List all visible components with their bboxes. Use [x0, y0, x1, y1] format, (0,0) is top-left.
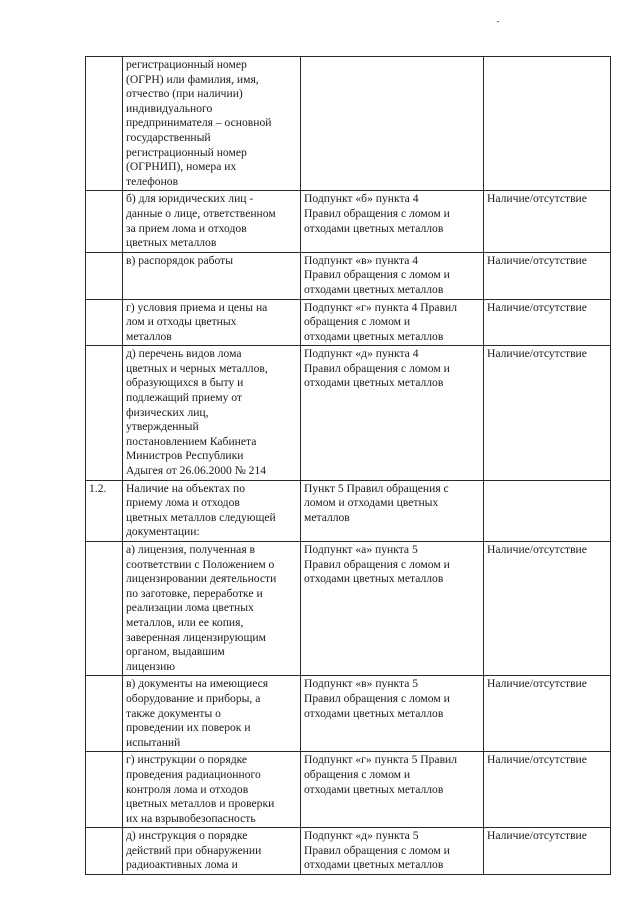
requirement-cell: в) распорядок работы [123, 252, 301, 299]
result-cell: Наличие/отсутствие [484, 252, 611, 299]
table-row [86, 191, 611, 252]
inspection-table [85, 56, 611, 875]
result-cell: Наличие/отсутствие [484, 346, 611, 480]
table-row [86, 752, 611, 828]
reference-cell: Подпункт «д» пункта 5 Правил обращения с ломом и отходами цветных металлов [301, 828, 484, 875]
table-row [86, 252, 611, 299]
row-number [86, 57, 123, 191]
table-row [86, 828, 611, 875]
row-number [86, 676, 123, 752]
result-cell: Наличие/отсутствие [484, 676, 611, 752]
reference-cell: Подпункт «г» пункта 5 Правил обращения с ломом и отходами цветных металлов [301, 752, 484, 828]
reference-cell: Подпункт «в» пункта 5 Правил обращения с ломом и отходами цветных металлов [301, 676, 484, 752]
row-number [86, 252, 123, 299]
result-cell [484, 57, 611, 191]
requirement-cell: д) инструкция о порядке действий при обнаружении радиоактивных лома и [123, 828, 301, 875]
result-cell [484, 480, 611, 541]
row-number [86, 542, 123, 676]
reference-cell: Подпункт «б» пункта 4 Правил обращения с ломом и отходами цветных металлов [301, 191, 484, 252]
row-number [86, 299, 123, 346]
row-number [86, 752, 123, 828]
reference-cell: Подпункт «а» пункта 5 Правил обращения с ломом и отходами цветных металлов [301, 542, 484, 676]
requirement-cell: Наличие на объектах по приему лома и отходов цветных металлов следующей документации: [123, 480, 301, 541]
requirement-cell: г) инструкции о порядке проведения радиационного контроля лома и отходов цветных металлов и проверки их на взрывобезопасность [123, 752, 301, 828]
requirement-cell: в) документы на имеющиеся оборудование и приборы, а также документы о проведении их поверок и испытаний [123, 676, 301, 752]
reference-cell: Подпункт «в» пункта 4 Правил обращения с ломом и отходами цветных металлов [301, 252, 484, 299]
reference-cell: Пункт 5 Правил обращения с ломом и отходами цветных металлов [301, 480, 484, 541]
scan-speck [497, 21, 499, 22]
requirement-cell: б) для юридических лиц - данные о лице, ответственном за прием лома и отходов цветных металлов [123, 191, 301, 252]
reference-cell [301, 57, 484, 191]
table-row [86, 542, 611, 676]
table-row [86, 57, 611, 191]
table-row [86, 299, 611, 346]
result-cell: Наличие/отсутствие [484, 752, 611, 828]
reference-cell: Подпункт «г» пункта 4 Правил обращения с ломом и отходами цветных металлов [301, 299, 484, 346]
reference-cell: Подпункт «д» пункта 4 Правил обращения с ломом и отходами цветных металлов [301, 346, 484, 480]
result-cell: Наличие/отсутствие [484, 828, 611, 875]
result-cell: Наличие/отсутствие [484, 542, 611, 676]
requirement-cell: д) перечень видов лома цветных и черных металлов, образующихся в быту и подлежащий приему от физических лиц, утвержденный постановлением Кабинета Министров Республики Адыгея от 26.06.2000 № 214 [123, 346, 301, 480]
row-number [86, 346, 123, 480]
row-number: 1.2. [86, 480, 123, 541]
table-row [86, 346, 611, 480]
table-row [86, 480, 611, 541]
row-number [86, 828, 123, 875]
table-row [86, 676, 611, 752]
requirement-cell: г) условия приема и цены на лом и отходы цветных металлов [123, 299, 301, 346]
row-number [86, 191, 123, 252]
result-cell: Наличие/отсутствие [484, 191, 611, 252]
requirement-cell: а) лицензия, полученная в соответствии с Положением о лицензировании деятельности по заготовке, переработке и реализации лома цветных металлов, или ее копия, заверенная лицензирующим органом, выдавшим лицензию [123, 542, 301, 676]
result-cell: Наличие/отсутствие [484, 299, 611, 346]
requirement-cell: регистрационный номер (ОГРН) или фамилия, имя, отчество (при наличии) индивидуального предпринимателя – основной государственный регистрационный номер (ОГРНИП), номера их телефонов [123, 57, 301, 191]
